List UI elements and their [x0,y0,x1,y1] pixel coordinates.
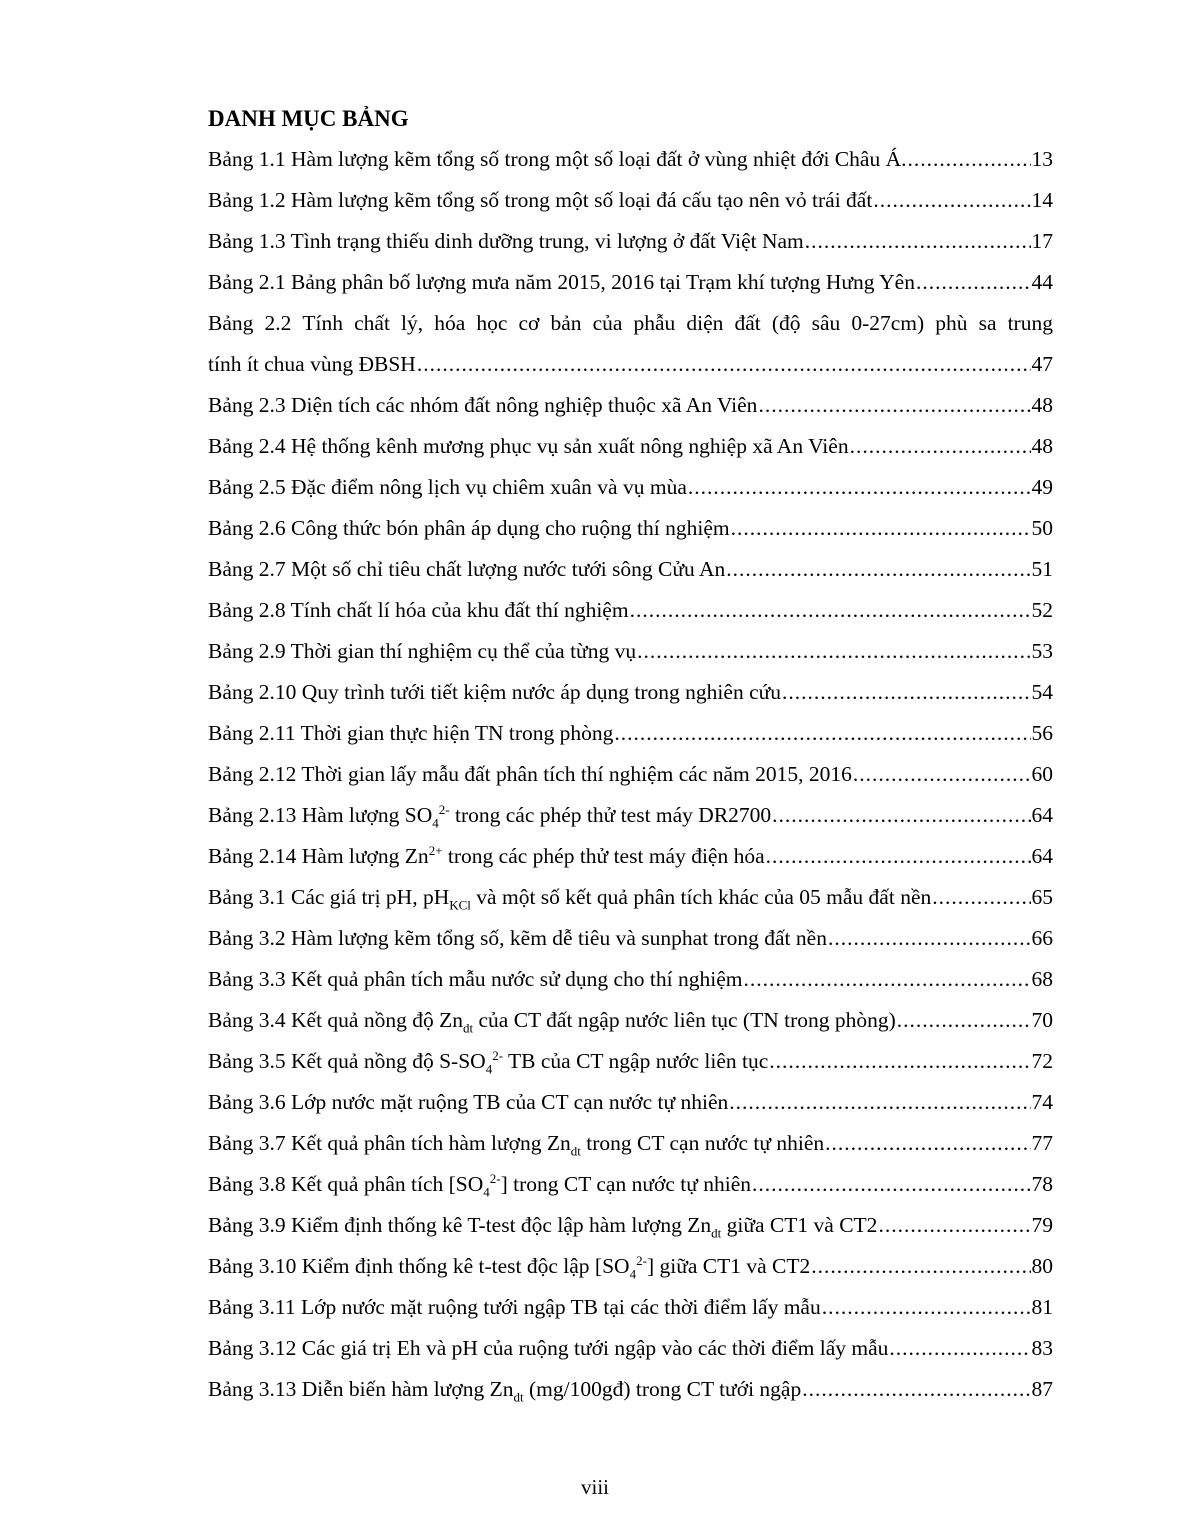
toc-page-number: 53 [1031,639,1053,663]
toc-entry[interactable] [208,959,1053,1000]
toc-entry-title [208,795,771,836]
toc-entry-title [208,836,765,877]
toc-page-number: 51 [1031,557,1053,581]
toc-entry[interactable] [208,385,1053,426]
toc-entry-title [208,1041,768,1082]
toc-entry-title [208,1246,810,1287]
title-text: Bảng 3.13 Diễn biến hàm lượng Zn [208,1377,514,1401]
toc-page-number: 60 [1031,762,1053,786]
subscript: dt [513,1389,524,1405]
toc-entry[interactable] [208,713,1053,754]
toc-page-number: 13 [1031,147,1053,171]
toc-entry[interactable] [208,139,1053,180]
title-text: và một số kết quả phân tích khác của 05 mẫu đất nền [470,885,932,909]
toc-entry[interactable] [208,1164,1053,1205]
toc-entry[interactable] [208,508,1053,549]
toc-entry-title [208,1164,751,1205]
toc-entry[interactable] [208,303,1053,344]
toc-entry-title: Bảng 2.8 Tính chất lí hóa của khu đất thí nghiệm [208,598,629,622]
toc-entry-title: Bảng 3.12 Các giá trị Eh và pH của ruộng tưới ngập vào các thời điểm lấy mẫu [208,1336,889,1360]
toc-entry-title: Bảng 2.5 Đặc điểm nông lịch vụ chiêm xuân và vụ mùa [208,475,687,499]
toc-entry[interactable] [208,467,1053,508]
toc-leader-dots [637,631,1030,672]
title-text: ] giữa CT1 và CT2 [646,1254,811,1278]
toc-leader-dots [897,1000,1031,1041]
toc-entry-title [208,1123,824,1164]
subscript: 4 [485,1061,493,1077]
toc-entry[interactable] [208,631,1053,672]
title-text: Bảng 3.9 Kiểm định thống kê T-test độc lập hàm lượng Zn [208,1213,712,1237]
toc-entry[interactable] [208,1041,1053,1082]
toc-entry[interactable] [208,1000,1053,1041]
title-text: Bảng 3.8 Kết quả phân tích [SO [208,1172,484,1196]
toc-leader-dots [825,1123,1030,1164]
title-text: trong CT cạn nước tự nhiên [580,1131,825,1155]
toc-entry-title [208,1369,801,1410]
toc-entry[interactable] [208,754,1053,795]
toc-page-number: 87 [1031,1377,1053,1401]
toc-leader-dots [614,713,1030,754]
title-text: Bảng 2.14 Hàm lượng Zn [208,844,429,868]
toc-leader-dots [766,836,1031,877]
title-text: ] trong CT cạn nước tự nhiên [500,1172,752,1196]
toc-leader-dots [889,1328,1030,1369]
toc-leader-dots [932,877,1030,918]
title-text: Bảng 3.1 Các giá trị pH, pH [208,885,450,909]
toc-page-number: 77 [1031,1131,1053,1155]
toc-leader-dots [850,426,1031,467]
toc-entry[interactable] [208,1082,1053,1123]
toc-entry[interactable] [208,180,1053,221]
toc-entry-title: Bảng 1.3 Tình trạng thiếu dinh dưỡng trung, vi lượng ở đất Việt Nam [208,229,804,253]
toc-leader-dots [805,221,1031,262]
toc-entry-title: Bảng 2.10 Quy trình tưới tiết kiệm nước áp dụng trong nghiên cứu [208,680,782,704]
subscript: 4 [432,815,439,831]
title-text: giữa CT1 và CT2 [721,1213,878,1237]
superscript: 2- [636,1252,647,1268]
toc-entry[interactable] [208,1246,1053,1287]
toc-page-number: 64 [1031,803,1053,827]
toc-page-number: 17 [1031,229,1053,253]
toc-entry[interactable] [208,1123,1053,1164]
toc-entry-title: Bảng 1.2 Hàm lượng kẽm tổng số trong một số loại đá cấu tạo nên vỏ trái đất [208,188,873,212]
toc-entry[interactable] [208,672,1053,713]
toc-page-number: 72 [1031,1049,1053,1073]
toc-page-number: 70 [1031,1008,1053,1032]
toc-entry[interactable] [208,795,1053,836]
subscript: dt [570,1143,581,1159]
toc-entry[interactable] [208,1205,1053,1246]
superscript: 2- [492,1047,504,1063]
toc-entry-continuation[interactable] [208,344,1053,385]
toc-entry[interactable] [208,877,1053,918]
title-text: Bảng 3.4 Kết quả nồng độ Zn [208,1008,463,1032]
toc-entry-title: Bảng 2.2 Tính chất lý, hóa học cơ bản của phẫu diện đất (độ sâu 0-27cm) phù sa trung [208,311,1053,335]
toc-leader-dots [752,1164,1030,1205]
toc-page-number: 68 [1031,967,1053,991]
subscript: dt [711,1225,722,1241]
toc-page-number: 47 [1031,352,1053,376]
title-text: Bảng 3.5 Kết quả nồng độ S-SO [208,1049,486,1073]
toc-entry-title: Bảng 2.7 Một số chỉ tiêu chất lượng nước tưới sông Cửu An [208,557,726,581]
title-text: (mg/100gđ) trong CT tưới ngập [523,1377,802,1401]
superscript: 2- [438,801,450,817]
toc-leader-dots [417,344,1031,385]
toc-entry-title: Bảng 2.11 Thời gian thực hiện TN trong phòng [208,721,614,745]
toc-leader-dots [873,180,1030,221]
toc-entry[interactable] [208,1287,1053,1328]
toc-leader-dots [772,795,1030,836]
toc-entry-title: Bảng 3.2 Hàm lượng kẽm tổng số, kẽm dễ tiêu và sunphat trong đất nền [208,926,827,950]
toc-leader-dots [811,1246,1030,1287]
toc-page-number: 83 [1031,1336,1053,1360]
toc-leader-dots [688,467,1031,508]
toc-leader-dots [853,754,1031,795]
toc-leader-dots [769,1041,1030,1082]
page-number: viii [580,1475,609,1499]
toc-leader-dots [782,672,1030,713]
toc-entry-title: Bảng 2.6 Công thức bón phân áp dụng cho ruộng thí nghiệm [208,516,730,540]
title-text: TB của CT ngập nước liên tục [503,1049,769,1073]
table-of-contents [208,139,1053,1410]
toc-page-number: 14 [1031,188,1053,212]
toc-leader-dots [907,139,1030,180]
toc-page-number: 65 [1031,885,1053,909]
toc-page-number: 74 [1031,1090,1053,1114]
toc-entry-title: Bảng 2.4 Hệ thống kênh mương phục vụ sản xuất nông nghiệp xã An Viên [208,434,849,458]
toc-entry[interactable] [208,549,1053,590]
superscript: 2+ [428,842,443,858]
toc-entry-title [208,1000,896,1041]
toc-page-number: 48 [1031,434,1053,458]
toc-page-number: 48 [1031,393,1053,417]
toc-page-number: 49 [1031,475,1053,499]
title-text: Bảng 3.7 Kết quả phân tích hàm lượng Zn [208,1131,571,1155]
toc-page-number: 79 [1031,1213,1053,1237]
toc-page-number: 52 [1031,598,1053,622]
toc-entry-title [208,1205,877,1246]
toc-entry[interactable] [208,221,1053,262]
toc-entry[interactable] [208,1328,1053,1369]
toc-leader-dots [758,385,1030,426]
toc-entry-title: tính ít chua vùng ĐBSH [208,352,416,376]
toc-entry-title: Bảng 3.3 Kết quả phân tích mẫu nước sử dụng cho thí nghiệm [208,967,743,991]
toc-page-number: 56 [1031,721,1053,745]
superscript: 2- [489,1170,501,1186]
toc-page-number: 78 [1031,1172,1053,1196]
toc-entry-title: Bảng 2.12 Thời gian lấy mẫu đất phân tích thí nghiệm các năm 2015, 2016 [208,762,852,786]
toc-page-number: 66 [1031,926,1053,950]
toc-page-number: 81 [1031,1295,1053,1319]
title-text: Bảng 3.10 Kiểm định thống kê t-test độc lập [SO [208,1254,630,1278]
toc-entry-title [208,877,931,918]
title-text: trong các phép thử test máy điện hóa [442,844,765,868]
toc-entry-title: Bảng 2.3 Diện tích các nhóm đất nông nghiệp thuộc xã An Viên [208,393,758,417]
toc-leader-dots [731,508,1031,549]
toc-leader-dots [729,1082,1030,1123]
toc-leader-dots [878,1205,1030,1246]
toc-page-number: 50 [1031,516,1053,540]
toc-leader-dots [743,959,1030,1000]
subscript: 4 [629,1266,637,1282]
toc-leader-dots [630,590,1031,631]
toc-entry-title: Bảng 1.1 Hàm lượng kẽm tổng số trong một số loại đất ở vùng nhiệt đới Châu Á. [208,147,907,171]
toc-entry[interactable] [208,590,1053,631]
page-title: DANH MỤC BẢNG [208,106,409,131]
toc-entry-title: Bảng 3.6 Lớp nước mặt ruộng TB của CT cạn nước tự nhiên [208,1090,729,1114]
title-text: Bảng 2.13 Hàm lượng SO [208,803,433,827]
subscript: 4 [483,1184,490,1200]
title-text: của CT đất ngập nước liên tục (TN trong phòng) [473,1008,896,1032]
toc-leader-dots [916,262,1031,303]
title-text: trong các phép thử test máy DR2700 [449,803,772,827]
toc-leader-dots [828,918,1031,959]
toc-entry-title: Bảng 2.9 Thời gian thí nghiệm cụ thể của từng vụ [208,639,637,663]
toc-page-number: 44 [1031,270,1053,294]
toc-entry[interactable] [208,426,1053,467]
subscript: KCl [449,897,471,913]
toc-entry[interactable] [208,1369,1053,1410]
subscript: dt [462,1020,474,1036]
toc-leader-dots [802,1369,1030,1410]
toc-page-number: 64 [1031,844,1053,868]
toc-entry[interactable] [208,836,1053,877]
toc-leader-dots [822,1287,1031,1328]
toc-entry[interactable] [208,918,1053,959]
toc-entry-title: Bảng 3.11 Lớp nước mặt ruộng tưới ngập TB tại các thời điểm lấy mẫu [208,1295,821,1319]
toc-leader-dots [726,549,1030,590]
toc-entry[interactable] [208,262,1053,303]
toc-entry-title: Bảng 2.1 Bảng phân bố lượng mưa năm 2015, 2016 tại Trạm khí tượng Hưng Yên [208,270,915,294]
toc-page-number: 54 [1031,680,1053,704]
toc-page-number: 80 [1031,1254,1053,1278]
